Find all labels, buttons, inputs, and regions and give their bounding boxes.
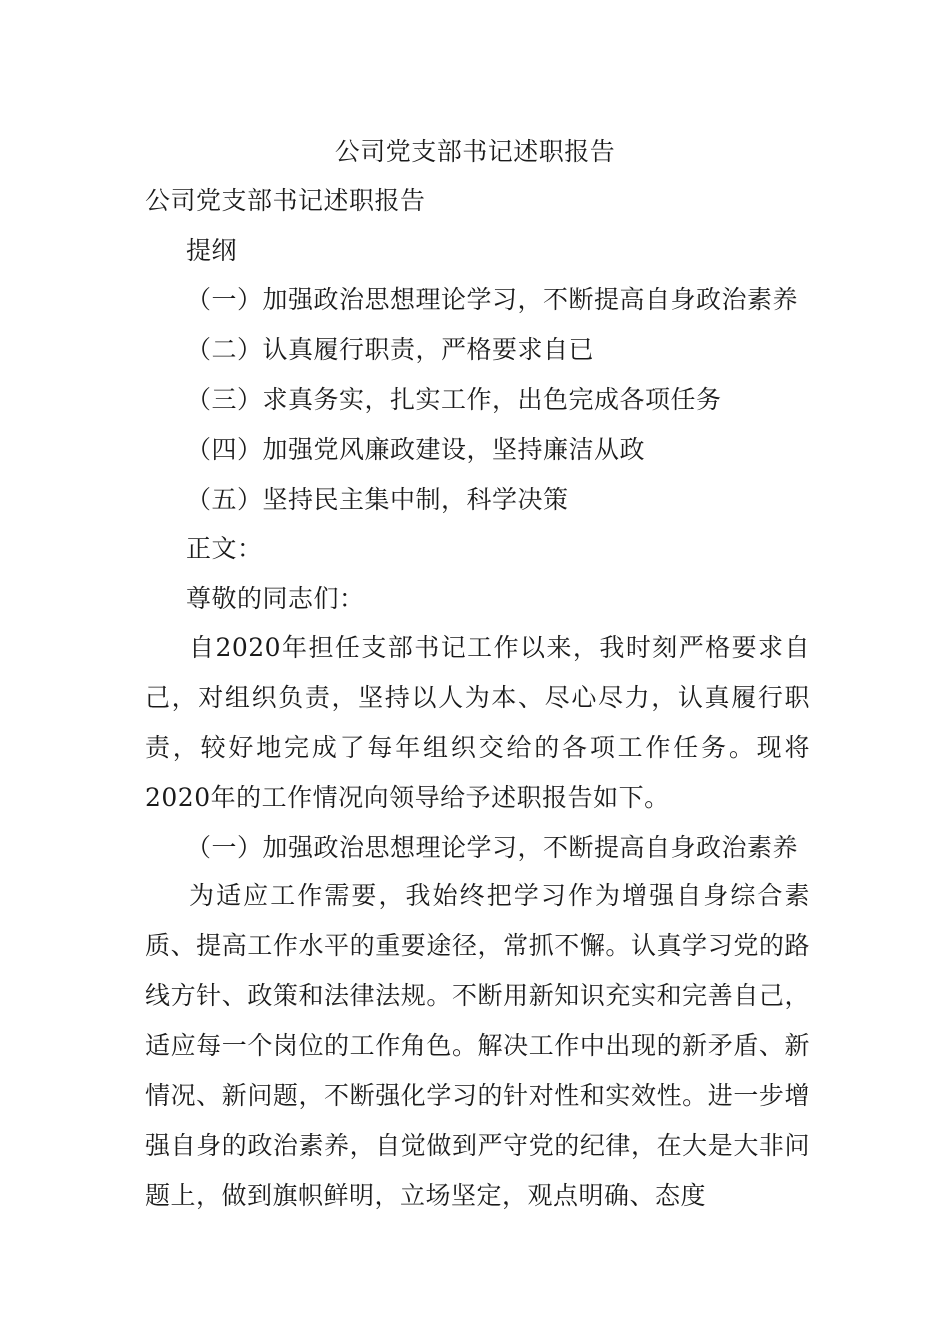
outline-item-2: （二）认真履行职责，严格要求自已 bbox=[186, 335, 595, 364]
outline-item-5: （五）坚持民主集中制，科学决策 bbox=[186, 485, 569, 514]
document-title: 公司党支部书记述职报告 bbox=[334, 137, 616, 166]
salutation: 尊敬的同志们： bbox=[186, 584, 365, 613]
body-label: 正文： bbox=[186, 534, 263, 563]
outline-label: 提纲 bbox=[186, 236, 238, 265]
section-heading: （一）加强政治思想理论学习，不断提高自身政治素养 bbox=[186, 833, 799, 862]
document-subtitle: 公司党支部书记述职报告 bbox=[145, 186, 426, 215]
outline-item-1: （一）加强政治思想理论学习，不断提高自身政治素养 bbox=[186, 285, 799, 314]
section-paragraph: 为适应工作需要，我始终把学习作为增强自身综合素质、提高工作水平的重要途径，常抓不懈。认真学习党的路线方针、政策和法律法规。不断用新知识充实和完善自己，适应每一个岗位的工作角色。解决工作中出现的新矛盾、新情况、新问题，不断强化学习的针对性和实效性。进一步增强自身的政治素养，自觉做到严守党的纪律，在大是大非问题上，做到旗帜鲜明，立场坚定，观点明确、态度 bbox=[145, 881, 810, 1210]
outline-item-4: （四）加强党风廉政建设，坚持廉洁从政 bbox=[186, 435, 646, 464]
outline-item-3: （三）求真务实，扎实工作，出色完成各项任务 bbox=[186, 385, 722, 414]
intro-paragraph: 自2020年担任支部书记工作以来，我时刻严格要求自己，对组织负责，坚持以人为本、尽心尽力，认真履行职责，较好地完成了每年组织交给的各项工作任务。现将2020年的工作情况向领导给予述职报告如下。 bbox=[145, 633, 810, 812]
